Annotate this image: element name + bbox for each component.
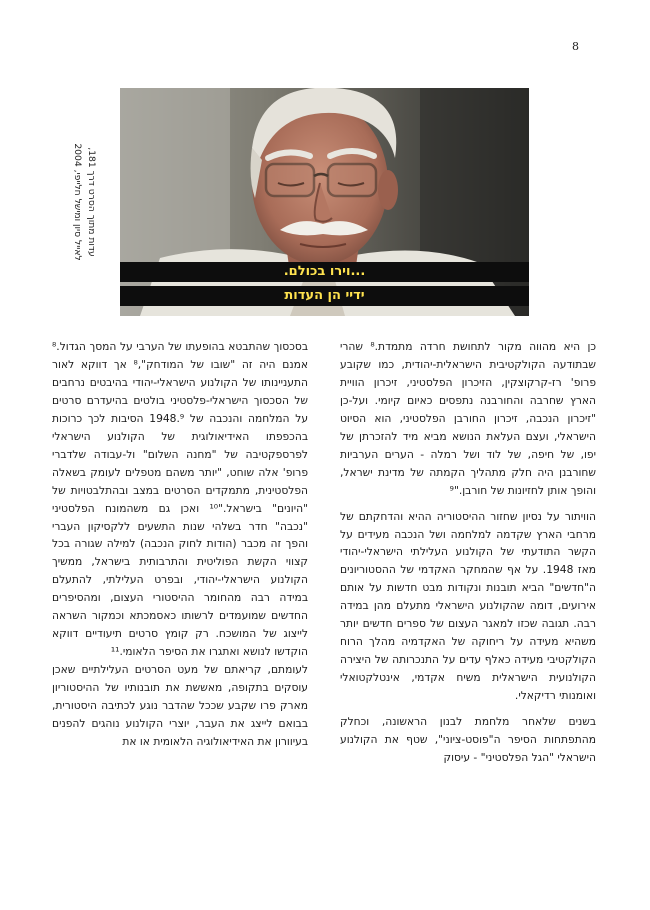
paragraph-gap bbox=[340, 705, 596, 713]
text-column-right bbox=[340, 338, 596, 767]
photo-caption-line-2: לאייל סיון ומישל חלייפי, 2004 bbox=[72, 143, 83, 261]
photo-caption-line-1: עדות מתוך הסרט דרך 181, bbox=[86, 147, 97, 257]
paragraph-gap bbox=[340, 500, 596, 508]
photo-caption bbox=[54, 90, 114, 314]
right-paragraph-3: בשנים שלאחר מלחמת לבנון הראשונה, וכחלק מהתפתחות הסיפר ה"פוסט-ציוני", שטף את הקולנוע הישראלי "הגל הפלסטיני" - עיסוק bbox=[340, 715, 596, 764]
right-paragraph-1: כן היא מהווה מקור לתחושת חרדה מתמדת.⁸ שהרי שבתודעה הקולקטיבית הישראלית-יהודית, כמו שקובע פרופ' רז-קרקוצקין, הזיכרון הפלסטיני, זיכרון הוויית הארץ שחרבה והחורבנה נתפסים כאיום קיומי. ועל-כן "זיכרון הנכבה, זיכרון החורבן הפלסטיני, הוא הסיוט הישראלי, ועצם העלאת הנושא מביא מיד להזכרתן של יפו, של חיפה, של לוד ושל רמלה - הערים הערביות שחורבנן היה חלק מתהליך הקמתה של מדינת ישראל, והופך אותן לחזיונות של חורבן."⁹ bbox=[340, 340, 597, 497]
photo-caption-text bbox=[70, 90, 98, 314]
text-column-left bbox=[52, 338, 308, 751]
subtitle-line-1: ...וירו בכולם. bbox=[120, 262, 529, 282]
film-still-photo bbox=[120, 88, 529, 316]
page-number: 8 bbox=[572, 40, 579, 53]
left-paragraph-2: לעומתם, קריאתם של מעט הסרטים העלילתיים שאכן עוסקים בתקופה, מאששת את תובנותיו של ההיסטוריון מארק פרו שקבע שככל שהדבר נוגע לכתיבה היסטורית, בבואם לייצג את העבר, יוצרי הקולנוע נוהגים להפנים בעיוורון את האידיאולוגיה הלאומית או את bbox=[52, 663, 308, 748]
right-paragraph-2: הוויתור על נסיון שחזור ההיסטוריה ההיא והדחקתם של מרחבי הארץ שקדמה למלחמה ושל הנכבה מעידים על הקשר התודעתי של הקולנוע העלילתי הישראלי-יהודי מאז 1948. על אף שהמחקר האקדמי של ההסטוריונים ה"חדשים" הביא תובנות ונקודות מבט חדשות על אותם אירועים, דומה שהקולנוע הישראלי מתעלם מהן במידה רבה. תגובה שכזו למאגר העצום של ספרים חדשים יותר משהיא מעידה על ריחוקה של האקדמיה מהלך הרוח הקולקטיבי מעידה כאלף עדים על התנכרותה של היצירה הקולנועית הישראלית משיח אקדמי, אינטלקטואלי ואומנותי רדיקאלי. bbox=[340, 509, 596, 703]
left-paragraph-1: בסכסוך שהתבטא בהופעתו של הערבי על המסך הגדול.⁸ אמנם היה זה "שובו של המודחק",⁸ אך דווקא לאור התעניינותו של הקולנוע הישראלי-יהודי בהיבטים נרחבים של הסכסוך הישראלי-פלסטיני בולטים בהיעדרם סרטים על המלחמה והנכבה של 1948.⁹ הסיבות לכך כרוכות בהכפפתו האידיאולוגית של הקולנוע הישראלי לפרספקטיבה של "מחנה השלום" ול-עבודה שלדברי פרופ' אלה שוחט, "יותר משהם מטפלים לעומק בשאלה הפלסטינית, מתמקדים הסרטים במצב ובהתלבטויות של "היונים" בישראל."¹⁰ ואכן גם משהמונח הפלסטיני "נכבה" חדר בשלהי שנות התשעים ללקסיקון העברי והפך זה מכבר (הודות לחוק הנכבה) למילה שגורה בכל קצווי הקשת הפוליטית והתרבותית בישראל, ממשיך הקולנוע הישראלי-יהודי, ובפרט העלילתי, להתעלם במידה רבה מהחומר ההיסטורי העצום, ומהסיפרים החדשים שמועמדים לרשותו כאסמכתא וכמקור השראה לייצוג של המושכח. רק קומץ סרטים תיעודיים דווקא הוקדשו לנושא ואתגרו את הסיפר הלאומי.¹¹ bbox=[52, 340, 309, 659]
subtitle-line-2: ידיי הן העדות bbox=[120, 286, 529, 306]
